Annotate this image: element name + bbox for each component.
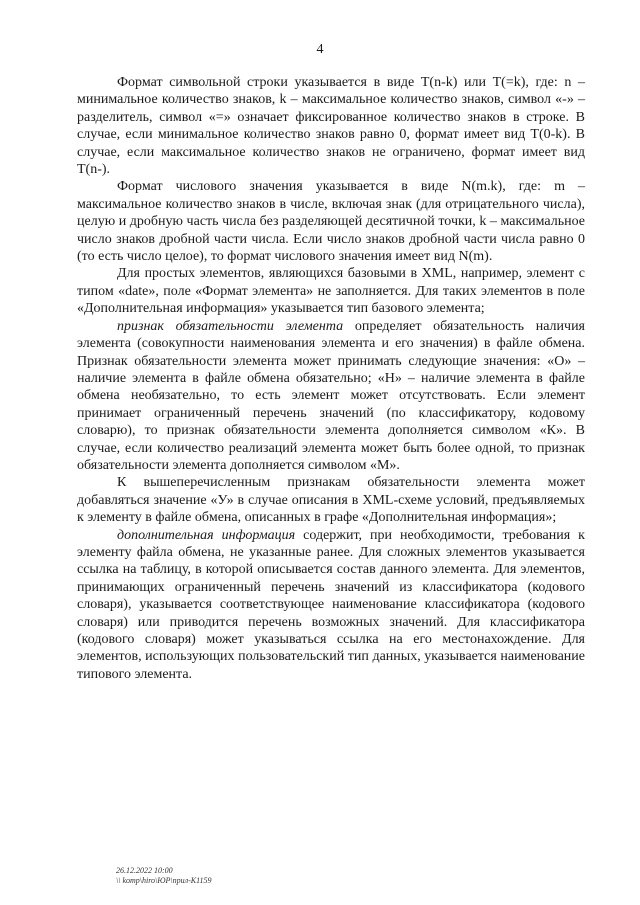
footer-path: \\ komp\hiro\ЮР\прил-К1159: [116, 876, 212, 885]
paragraph-simple-elements: Для простых элементов, являющихся базовыми в XML, например, элемент с типом «date», поле «Формат элемента» не заполняется. Для таких элементов в поле «Дополнительная информация» указывается тип базового элемента;: [77, 266, 585, 317]
term-additional-info: дополнительная информация: [117, 527, 296, 543]
footer-note: [116, 866, 212, 886]
paragraph-required-flag-text: определяет обязательность наличия элемента (совокупности наименования элемента и его значения) в файле обмена. Признак обязательности элемента может принимать следующие значения: «О» – наличие элемента в файле обмена обязательно; «Н» – наличие элемента в файле обмена необязательно, то есть элемент может отсутствовать. Если элемент принимает ограниченный перечень значений (по классификатору, кодовому словарю), то признак обязательности элемента дополняется символом «К». В случае, если количество реализаций элемента может быть более одной, то признак обязательности элемента дополняется символом «М».: [77, 318, 585, 473]
paragraph-number-format: Формат числового значения указывается в виде N(m.k), где: m – максимальное количество знаков в числе, включая знак (для отрицательного числа), целую и дробную часть числа без разделяющей десятичной точки, k – максимальное число знаков дробной части числа. Если число знаков дробной части числа равно 0 (то есть число целое), то формат числового значения имеет вид N(m).: [77, 179, 585, 265]
paragraph-additional-info: [77, 527, 585, 684]
page-number: 4: [316, 42, 324, 57]
footer-date: 26.12.2022 10:00: [116, 866, 173, 875]
term-required-flag: признак обязательности элемента: [117, 318, 344, 334]
paragraph-required-flag: [77, 318, 585, 475]
paragraph-additional-info-text: содержит, при необходимости, требования к элементу файла обмена, не указанные ранее. Для сложных элементов указывается ссылка на таблицу, в которой описывается состав данного элемента. Для элементов, принимающих ограниченный перечень значений из классификатора (кодового словаря), указывается соответствующее наименование классификатора (кодового словаря) или приводится перечень возможных значений. Для классификатора (кодового словаря) может указываться ссылка на его местонахождение. Для элементов, использующих пользовательский тип данных, указывается наименование типового элемента.: [77, 527, 585, 682]
paragraph-condition-flag: К вышеперечисленным признакам обязательности элемента может добавляться значение «У» в случае описания в XML-схеме условий, предъявляемых к элементу в файле обмена, описанных в графе «Дополнительная информация»;: [77, 475, 585, 526]
document-body: [77, 74, 585, 683]
paragraph-string-format: Формат символьной строки указывается в виде T(n-k) или T(=k), где: n – минимальное количество знаков, k – максимальное количество знаков, символ «-» – разделитель, символ «=» означает фиксированное количество знаков в строке. В случае, если минимальное количество знаков равно 0, формат имеет вид T(0-k). В случае, если максимальное количество знаков не ограничено, формат имеет вид T(n-).: [77, 75, 585, 178]
